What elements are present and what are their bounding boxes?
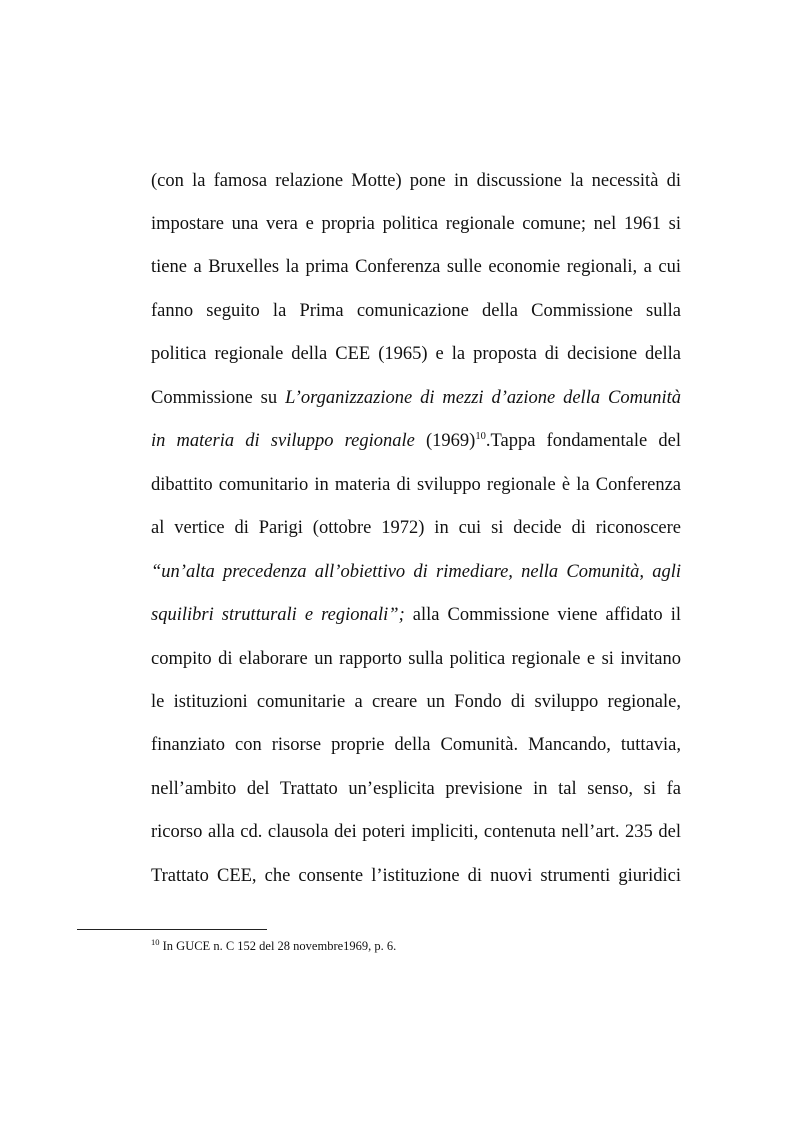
body-text: impostare una vera e propria politica regionale comune; nel 1961 si [151,214,681,234]
body-line [151,866,681,887]
body-text: (con la famosa relazione Motte) pone in discussione la necessità di [151,171,681,191]
body-line [151,388,681,409]
footnote-separator [77,929,267,930]
quotation: squilibri strutturali e regionali”; [151,605,405,625]
italic-title: in materia di sviluppo regionale [151,431,415,451]
body-line [151,518,681,539]
body-text: Commissione su [151,388,286,408]
body-text: .Tappa fondamentale del [485,431,681,451]
body-text: compito di elaborare un rapporto sulla politica regionale e si invitano [151,649,681,669]
body-line [151,214,681,235]
footnote [151,939,396,954]
quotation: “un’alta precedenza all’obiettivo di rimediare, nella Comunità, agli [151,562,681,582]
body-text: le istituzioni comunitarie a creare un Fondo di sviluppo regionale, [151,692,681,712]
body-text: ricorso alla cd. clausola dei poteri impliciti, contenuta nell’art. 235 del [151,822,681,842]
body-text: finanziato con risorse proprie della Comunità. Mancando, tuttavia, [151,735,681,755]
body-line [151,475,681,496]
body-text: (1969) [414,431,476,451]
body-line [151,605,681,626]
body-text: alla Commissione viene affidato il [404,605,682,625]
body-line [151,344,681,365]
footnote-reference: 10 [475,431,486,442]
body-text: Trattato CEE, che consente l’istituzione di nuovi strumenti giuridici [151,866,681,886]
body-line [151,171,681,192]
body-line [151,779,681,800]
body-text: tiene a Bruxelles la prima Conferenza sulle economie regionali, a cui [151,257,681,277]
body-line [151,735,681,756]
body-line [151,692,681,713]
body-line [151,649,681,670]
body-text: al vertice di Parigi (ottobre 1972) in cui si decide di riconoscere [151,518,681,538]
body-text: politica regionale della CEE (1965) e la proposta di decisione della [151,344,681,364]
body-line [151,257,681,278]
footnote-number: 10 [151,937,160,947]
body-line [151,431,681,452]
body-text: fanno seguito la Prima comunicazione della Commissione sulla [151,301,681,321]
body-line [151,562,681,583]
body-line [151,822,681,843]
body-text: nell’ambito del Trattato un’esplicita previsione in tal senso, si fa [151,779,681,799]
footnote-text: In GUCE n. C 152 del 28 novembre1969, p. 6. [159,939,397,953]
body-text: dibattito comunitario in materia di sviluppo regionale è la Conferenza [151,475,681,495]
italic-title: L’organizzazione di mezzi d’azione della Comunità [285,388,681,408]
body-line [151,301,681,322]
